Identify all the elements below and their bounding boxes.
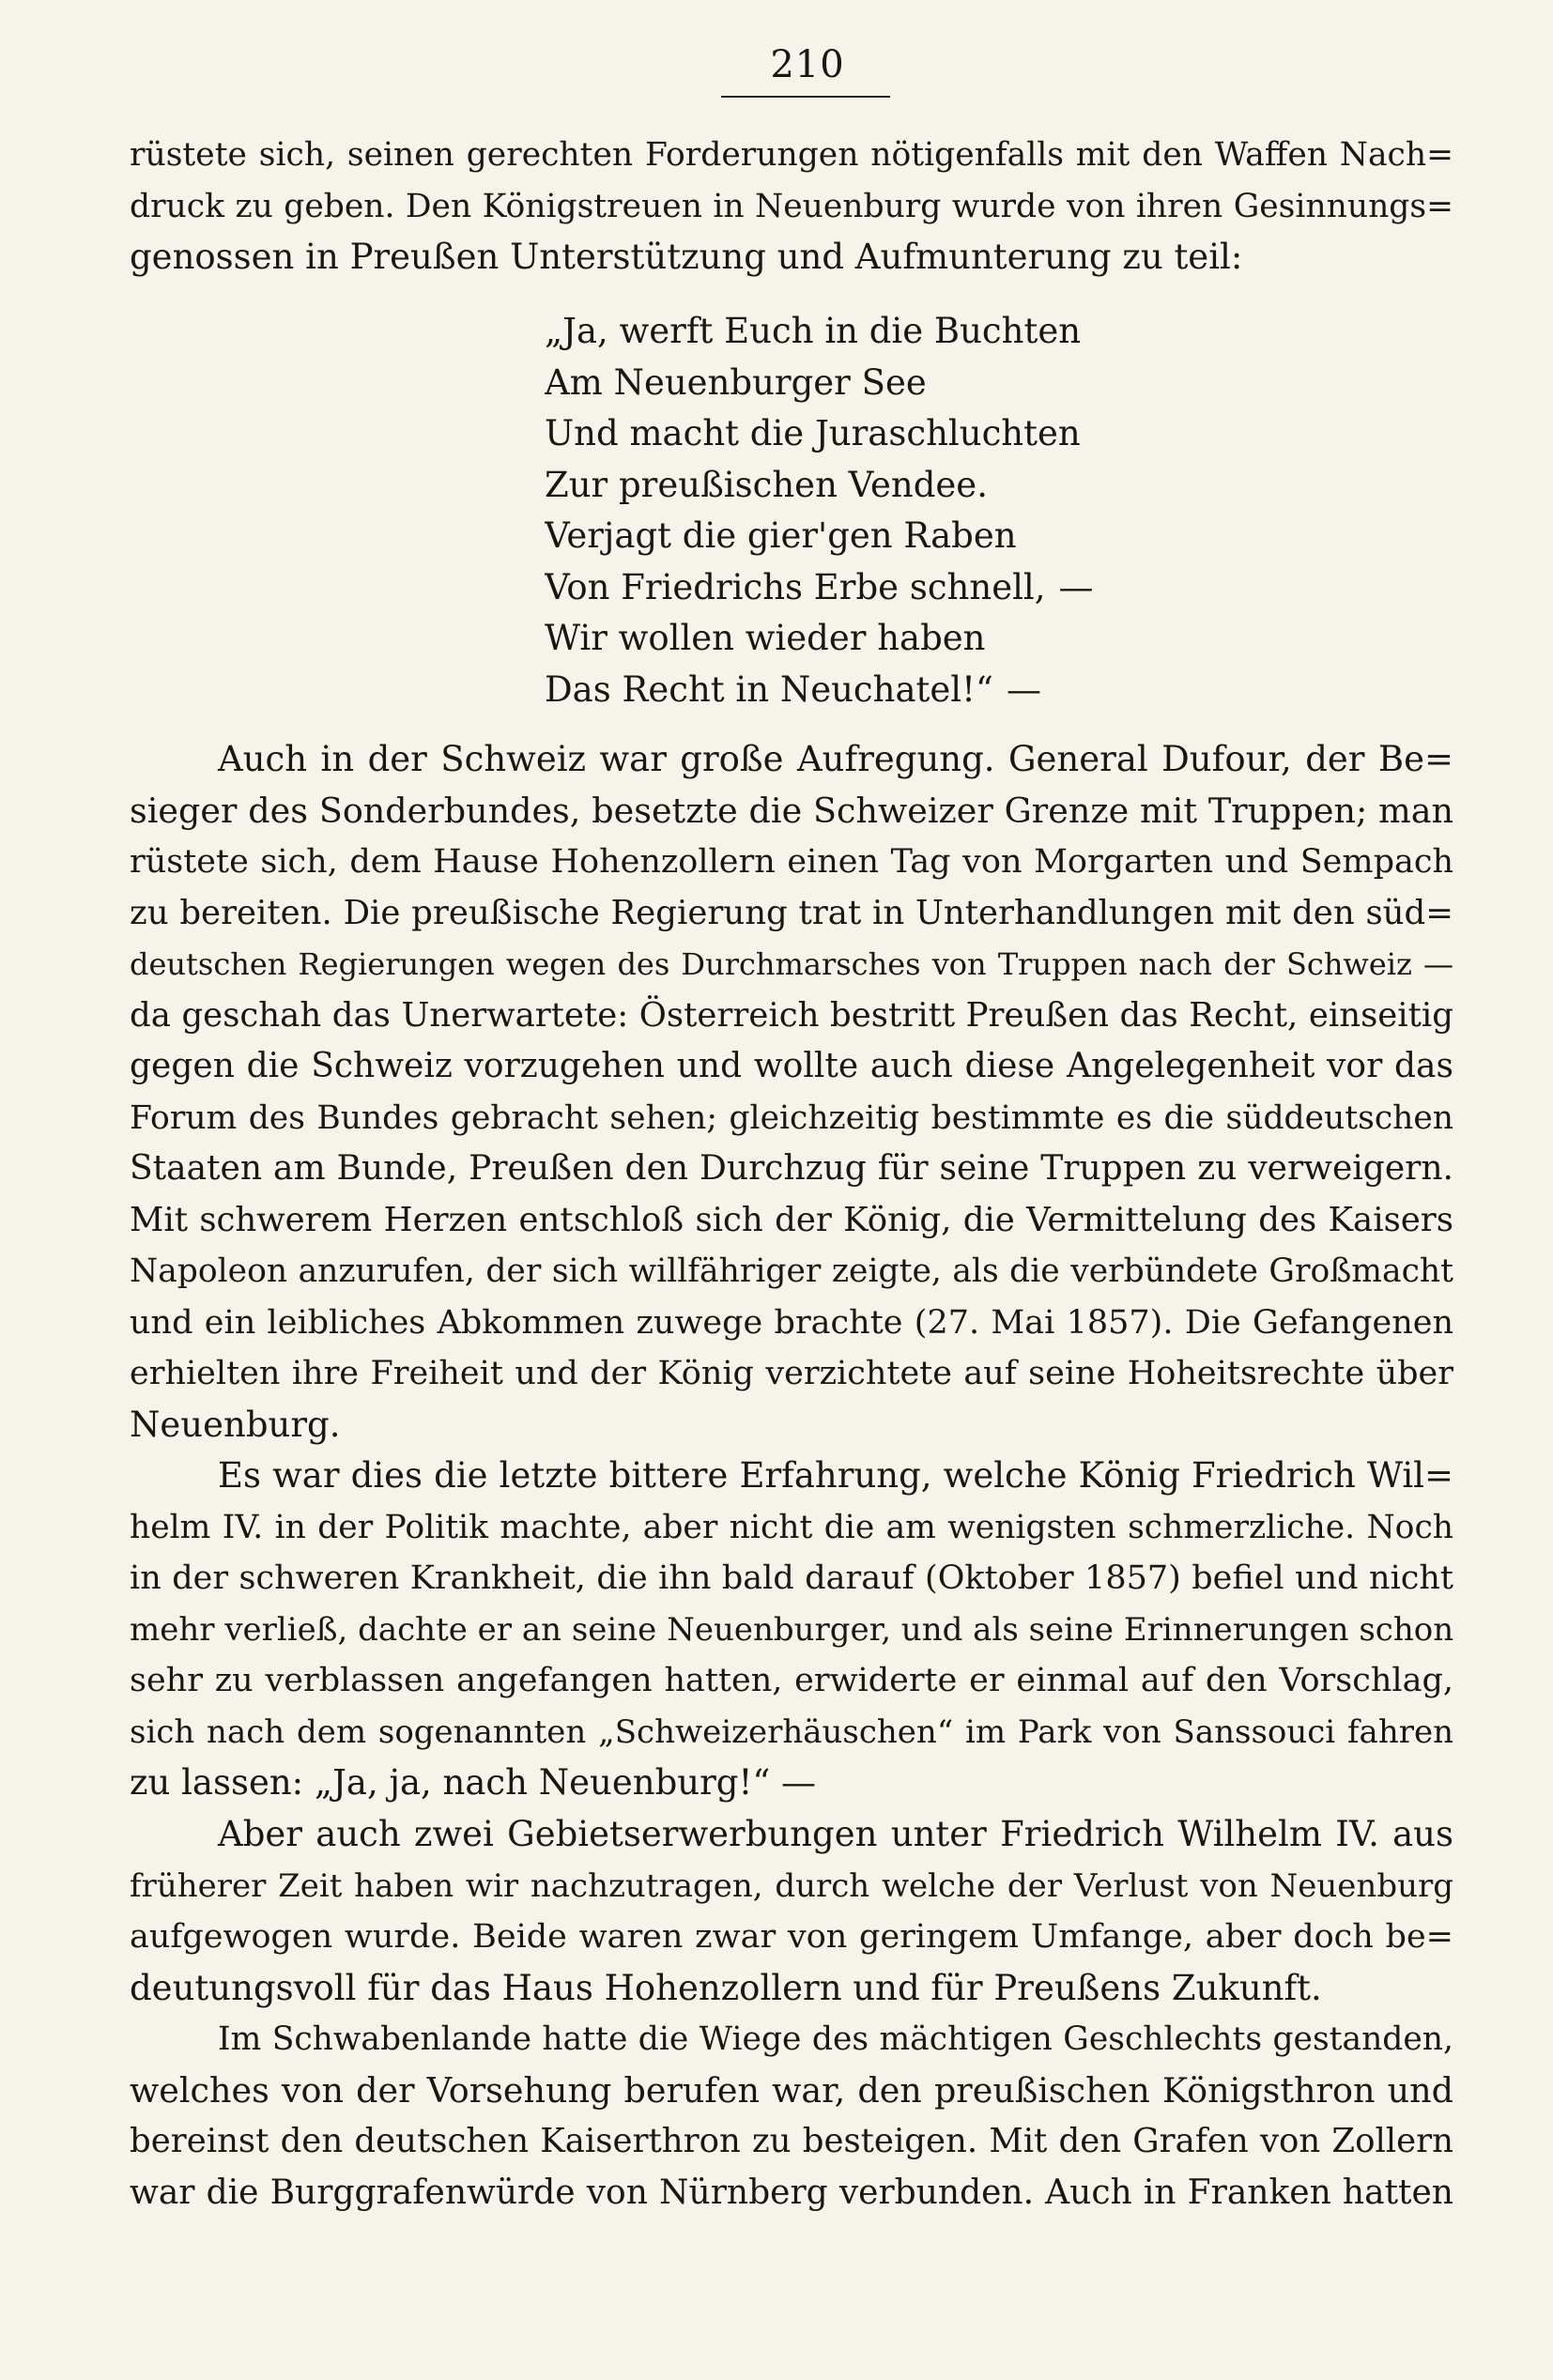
- text-line: früherer Zeit haben wir nachzutragen, durch welche der Verlust von Neuenburg: [130, 1866, 1453, 1905]
- verse-line: Das Recht in Neuchatel!“ —: [545, 668, 1041, 710]
- verse-line: Und macht die Juraschluchten: [545, 413, 1081, 453]
- text-line: helm IV. in der Politik machte, aber nicht die am wenigsten schmerzliche. Noch: [130, 1508, 1453, 1546]
- paragraph-3: [130, 1451, 1453, 1809]
- text-line: zu lassen: „Ja, ja, nach Neuenburg!“ —: [130, 1762, 817, 1803]
- verse-dash: —: [1006, 668, 1041, 710]
- text-line: Forum des Bundes gebracht sehen; gleichzeitig bestimmte es die süddeutschen: [130, 1098, 1453, 1137]
- text-line: erhielten ihre Freiheit und der König verzichtete auf seine Hoheitsrechte über: [130, 1355, 1453, 1392]
- text-line: Im Schwabenlande hatte die Wiege des mächtigen Geschlechts gestanden,: [218, 2020, 1453, 2058]
- text-line: aufgewogen wurde. Beide waren zwar von geringem Umfange, aber doch be=: [130, 1918, 1453, 1956]
- text-line: Mit schwerem Herzen entschloß sich der König, die Vermittelung des Kaisers: [130, 1200, 1453, 1239]
- text-line: rüstete sich, seinen gerechten Forderungen nötigenfalls mit den Waffen Nach=: [130, 136, 1453, 174]
- verse-line: Von Friedrichs Erbe schnell, —: [545, 566, 1094, 607]
- text-line: mehr verließ, dachte er an seine Neuenburger, und als seine Erinnerungen schon: [130, 1610, 1453, 1649]
- text-line: deutschen Regierungen wegen des Durchmarsches von Truppen nach der Schweiz —: [130, 946, 1453, 982]
- text-line: welches von der Vorsehung berufen war, den preußischen Königsthron und: [130, 2069, 1453, 2111]
- verse-line: Wir wollen wieder haben: [545, 618, 986, 658]
- page-number: 210: [770, 43, 845, 86]
- text-line: Napoleon anzurufen, der sich willfähriger zeigte, als die verbündete Großmacht: [130, 1252, 1453, 1290]
- text-line: rüstete sich, dem Hause Hohenzollern einen Tag von Morgarten und Sempach: [130, 843, 1453, 881]
- text-line: und ein leibliches Abkommen zuwege brachte (27. Mai 1857). Die Gefangenen: [130, 1303, 1453, 1342]
- paragraph-5: [130, 2014, 1453, 2219]
- text-line: druck zu geben. Den Königstreuen in Neuenburg wurde von ihren Gesinnungs=: [130, 187, 1453, 225]
- text-line: deutungsvoll für das Haus Hohenzollern und für Preußens Zukunft.: [130, 1967, 1322, 2008]
- text-line: gegen die Schweiz vorzugehen und wollte auch diese Angelegenheit vor das: [130, 1047, 1453, 1085]
- text-line: genossen in Preußen Unterstützung und Aufmunterung zu teil:: [130, 237, 1243, 277]
- text-line: in der schweren Krankheit, die ihn bald darauf (Oktober 1857) befiel und nicht: [130, 1559, 1453, 1597]
- text-line: Es war dies die letzte bittere Erfahrung, welche König Friedrich Wil=: [218, 1455, 1453, 1496]
- paragraph-4: [130, 1809, 1453, 2014]
- verse-dash: —: [1058, 566, 1094, 607]
- verse-quotation: [545, 306, 1202, 715]
- page-number-rule: [721, 96, 890, 98]
- text-line: bereinst den deutschen Kaiserthron zu besteigen. Mit den Grafen von Zollern: [130, 2122, 1453, 2160]
- verse-line: Verjagt die gier'gen Raben: [545, 515, 1017, 556]
- verse-line: Zur preußischen Vendee.: [545, 464, 988, 505]
- paragraph-2: [130, 734, 1453, 1451]
- paragraph-1: [130, 130, 1453, 284]
- text-line: zu bereiten. Die preußische Regierung trat in Unterhandlungen mit den süd=: [130, 893, 1453, 932]
- verse-line: Am Neuenburger See: [545, 361, 927, 403]
- text-line: war die Burggrafenwürde von Nürnberg verbunden. Auch in Franken hatten: [130, 2173, 1453, 2212]
- text-line: Neuenburg.: [130, 1404, 341, 1445]
- verse-line: „Ja, werft Euch in die Buchten: [545, 311, 1082, 351]
- text-line: Aber auch zwei Gebietserwerbungen unter Friedrich Wilhelm IV. aus: [218, 1814, 1453, 1854]
- text-line: sieger des Sonderbundes, besetzte die Schweizer Grenze mit Truppen; man: [130, 790, 1453, 831]
- text-line: Auch in der Schweiz war große Aufregung. General Dufour, der Be=: [218, 739, 1453, 779]
- text-line: sich nach dem sogenannten „Schweizerhäuschen“ im Park von Sanssouci fahren: [130, 1712, 1453, 1751]
- text-line: da geschah das Unerwartete: Österreich bestritt Preußen das Recht, einseitig: [130, 995, 1453, 1035]
- text-line: Staaten am Bunde, Preußen den Durchzug für seine Truppen zu verweigern.: [130, 1149, 1453, 1188]
- text-line: sehr zu verblassen angefangen hatten, erwiderte er einmal auf den Vorschlag,: [130, 1662, 1453, 1699]
